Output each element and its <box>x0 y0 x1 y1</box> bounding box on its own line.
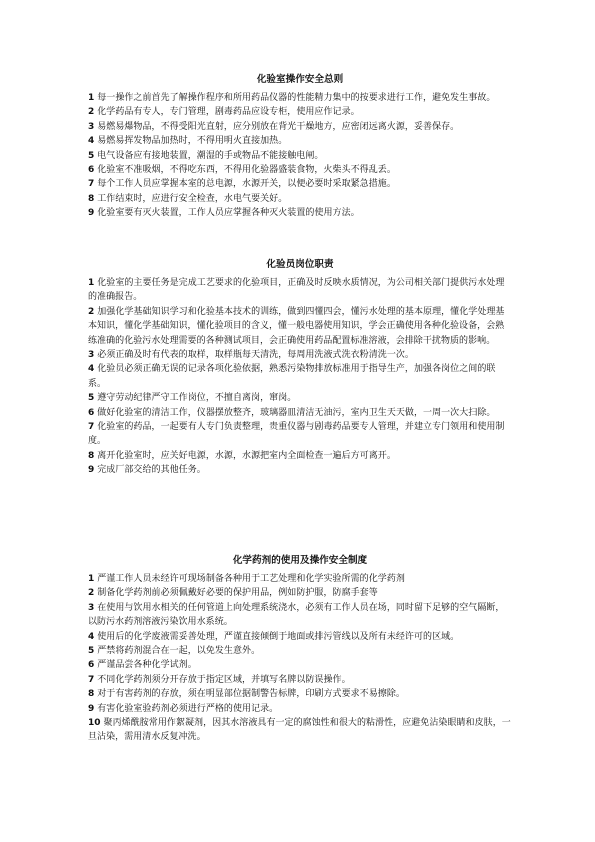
item-text: 工作结束时，应进行安全检查，水电气要关好。 <box>97 193 288 204</box>
item-number: 6 <box>88 660 95 671</box>
item-list <box>88 276 512 478</box>
item-number: 3 <box>88 602 95 613</box>
item-text: 每一操作之前首先了解操作程序和所用药品仪器的性能精力集中的按要求进行工作，避免发生事故。 <box>97 93 496 103</box>
section-title: 化学药剂的使用及操作安全制度 <box>232 555 368 566</box>
list-item <box>88 702 512 716</box>
item-list <box>88 572 512 745</box>
list-item <box>88 276 512 305</box>
list-item <box>88 91 512 105</box>
list-item <box>88 348 512 362</box>
list-item <box>88 420 512 449</box>
item-number: 8 <box>88 689 95 700</box>
item-number: 7 <box>88 179 95 190</box>
item-text: 在使用与饮用水相关的任何管道上向处理系统浇水，必须有工作人员在场，同时留下足够的空气隔断，以防污水药剂溶液污染饮用水系统。 <box>88 602 505 628</box>
item-text: 每个工作人员应掌握本室的总电源，水源开关，以便必要时采取紧急措施。 <box>97 179 396 190</box>
list-item <box>88 105 512 119</box>
item-text: 不同化学药剂须分开存放于指定区域，并填写名牌以防误操作。 <box>97 674 351 685</box>
list-item <box>88 630 512 644</box>
list-item <box>88 391 512 405</box>
item-text: 遵守劳动纪律严守工作岗位，不擅自离岗，窜岗。 <box>97 393 297 404</box>
item-number: 7 <box>88 422 95 433</box>
item-number: 2 <box>88 107 95 118</box>
item-number: 4 <box>88 631 95 642</box>
list-item <box>88 406 512 420</box>
section-chemical-safety-rules <box>88 553 512 745</box>
item-text: 化学药品有专人，专门管理，剧毒药品应设专柜，使用应作记录。 <box>97 107 360 118</box>
item-number: 4 <box>88 364 95 375</box>
item-number: 5 <box>88 646 95 657</box>
item-number: 1 <box>88 278 95 288</box>
list-item <box>88 601 512 630</box>
item-text: 有害化验室验药剂必须进行严格的使用记录。 <box>97 703 279 714</box>
item-text: 化验室要有灭火装置，工作人员应掌握各种灭火装置的使用方法。 <box>97 208 360 219</box>
list-item <box>88 149 512 163</box>
item-text: 严禁将药剂混合在一起，以免发生意外。 <box>97 646 261 657</box>
item-number: 2 <box>88 306 95 317</box>
list-item <box>88 673 512 687</box>
item-number: 1 <box>88 93 95 103</box>
list-item <box>88 586 512 600</box>
list-item <box>88 177 512 191</box>
item-text: 完成厂部交给的其他任务。 <box>97 465 206 476</box>
section-lab-staff-duties <box>88 257 512 478</box>
list-item <box>88 572 512 586</box>
item-number: 6 <box>88 165 95 176</box>
item-text: 化验室不准吸烟，不得吃东西，不得用化验器盛装食物，火柴头不得乱丢。 <box>97 165 396 176</box>
item-text: 做好化验室的清洁工作，仪器摆放整齐，玻璃器皿清洁无油污，室内卫生天天做，一周一次大扫除。 <box>97 407 496 418</box>
item-number: 9 <box>88 703 95 714</box>
item-text: 化验室的药品，一起要有人专门负责整理，贵重仪器与剧毒药品要专人管理，并建立专门领用和使用制度。 <box>88 422 505 447</box>
item-text: 制备化学药剂前必须佩戴好必要的保护用品，例如防护服，防腐手套等 <box>97 588 378 599</box>
list-item <box>88 658 512 672</box>
list-item <box>88 192 512 206</box>
list-item <box>88 644 512 658</box>
list-item <box>88 463 512 477</box>
item-number: 8 <box>88 193 95 204</box>
item-text: 化验室的主要任务是完成工艺要求的化验项目，正确及时反映水质情况，为公司相关部门提供污水处理的准确报告。 <box>88 278 505 303</box>
item-text: 聚丙烯酰胺常用作絮凝剂，因其水溶液具有一定的腐蚀性和很大的粘滑性，应避免沾染眼睛和皮肤，一旦沾染，需用清水反复冲洗。 <box>88 718 511 743</box>
list-item <box>88 362 512 391</box>
list-item <box>88 449 512 463</box>
list-item <box>88 687 512 701</box>
item-text: 电气设备应有接地装置，潮湿的手或物品不能接触电闸。 <box>97 150 324 161</box>
list-item <box>88 206 512 220</box>
item-text: 对于有害药剂的存放，须在明显部位据制警告标牌，印刷方式要求不易擦除。 <box>97 689 405 700</box>
section-lab-safety-rules <box>88 72 512 221</box>
list-item <box>88 134 512 148</box>
item-text: 化验员必须正确无误的记录各项化验依据，熟悉污染物排放标准用于指导生产，加强各岗位之间的联系。 <box>88 364 496 389</box>
item-list <box>88 91 512 221</box>
item-number: 7 <box>88 674 95 685</box>
list-item <box>88 305 512 348</box>
item-number: 2 <box>88 588 95 599</box>
item-text: 加强化学基础知识学习和化验基本技术的训练，做到四懂四会，懂污水处理的基本原理，懂化学处理基本知识，懂化学基础知识，懂化验项目的含义，懂一般电器使用知识，学会正确使用各种化验设备，会熟练准确的化验污水处理需要的各种测试项目，会正确使用药品配置标准溶液，会排除干扰物质的影响。 <box>88 306 505 346</box>
item-number: 5 <box>88 150 95 161</box>
item-text: 严谨品尝各种化学试剂。 <box>97 660 197 671</box>
list-item <box>88 120 512 134</box>
item-number: 4 <box>88 136 95 147</box>
item-number: 9 <box>88 465 95 476</box>
item-number: 10 <box>88 718 101 729</box>
list-item <box>88 163 512 177</box>
item-text: 易燃易挥发物品加热时，不得用明火直接加热。 <box>97 136 288 147</box>
item-text: 离开化验室时，应关好电源，水源，水源把室内全面检查一遍后方可离开。 <box>97 450 396 461</box>
item-text: 易燃易爆物品，不得受阳光直射，应分别放在背光干燥地方，应密闭远离火源，妥善保存。 <box>97 121 460 132</box>
item-text: 严谨工作人员未经许可现场制备各种用于工艺处理和化学实验所需的化学药剂 <box>97 574 405 584</box>
item-number: 9 <box>88 208 95 219</box>
item-number: 3 <box>88 350 95 361</box>
item-number: 3 <box>88 121 95 132</box>
item-text: 必须正确及时有代表的取样，取样瓶每天清洗，每周用洗液式洗衣粉清洗一次。 <box>97 350 414 361</box>
list-item <box>88 716 512 745</box>
item-number: 8 <box>88 450 95 461</box>
section-title: 化验室操作安全总则 <box>256 74 344 85</box>
item-number: 1 <box>88 574 95 584</box>
section-title: 化验员岗位职责 <box>266 259 334 270</box>
item-text: 使用后的化学废液需妥善处理，严谨直接倾倒于地面或排污管线以及所有未经许可的区域。 <box>97 631 460 642</box>
item-number: 6 <box>88 407 95 418</box>
item-number: 5 <box>88 393 95 404</box>
